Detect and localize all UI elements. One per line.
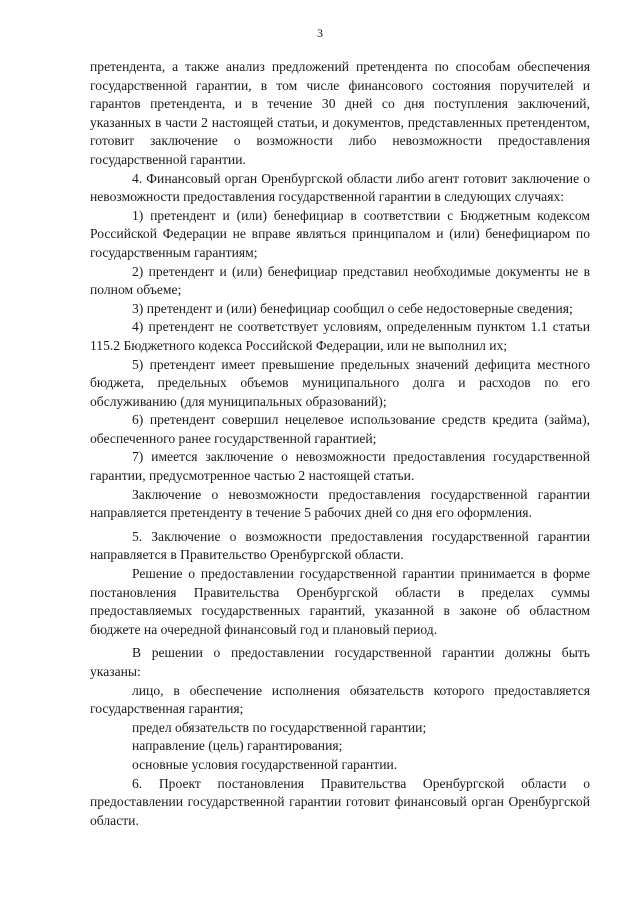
paragraph-item-4: 4. Финансовый орган Оренбургской области либо агент готовит заключение о невозможности предоставления государственной гарантии в следующих случаях: <box>90 170 590 205</box>
paragraph-refusal-notice: Заключение о невозможности предоставления государственной гарантии направляется претенденту в течение 5 рабочих дней со дня его оформления. <box>90 486 590 521</box>
list-item-6: 6) претендент совершил нецелевое использование средств кредита (займа), обеспеченного ранее государственной гарантией; <box>90 412 590 446</box>
list-item-conditions: основные условия государственной гарантии. <box>132 756 398 772</box>
paragraph-item-6: 6. Проект постановления Правительства Оренбургской области о предоставлении государственной гарантии готовит финансовый орган Оренбургской области. <box>90 775 590 828</box>
paragraph-item-5: 5. Заключение о возможности предоставления государственной гарантии направляется в Правительство Оренбургской области. <box>90 528 590 563</box>
list-item-3: 3) претендент и (или) бенефициар сообщил о себе недостоверные сведения; <box>132 300 573 316</box>
list-item-1: 1) претендент и (или) бенефициар в соответствии с Бюджетным кодексом Российской Федерации не вправе являться принципалом и (или) бенефициаром по государственным гарантиям; <box>90 207 590 260</box>
paragraph-continuation: претендента, а также анализ предложений претендента по способам обеспечения государственной гарантии, в том числе финансового состояния поручителей и гарантов претендента, и в течение 30 дней со дня поступления заключений, указанных в части 2 настоящей статьи, и документов, представленных претендентом, готовит заключение о возможности либо невозможности предоставления государственной гарантии. <box>90 59 590 167</box>
paragraph-decision: Решение о предоставлении государственной гарантии принимается в форме постановления Правительства Оренбургской области в пределах суммы предоставляемых государственных гарантий, указанной в законе об областном бюджете на очередной финансовый год и плановый период. <box>90 566 590 637</box>
list-item-4: 4) претендент не соответствует условиям, определенным пунктом 1.1 статьи 115.2 Бюджетного кодекса Российской Федерации, или не выполнил их; <box>90 319 590 353</box>
list-item-purpose: направление (цель) гарантирования; <box>132 738 343 754</box>
list-item-limit: предел обязательств по государственной гарантии; <box>132 719 427 735</box>
list-item-2: 2) претендент и (или) бенефициар представил необходимые документы не в полном объеме; <box>90 263 590 298</box>
paragraph-decision-contents: В решении о предоставлении государственной гарантии должны быть указаны: <box>90 645 590 679</box>
document-body <box>90 58 590 830</box>
list-item-person: лицо, в обеспечение исполнения обязательств которого предоставляется государственная гарантия; <box>90 682 590 717</box>
page-number: 3 <box>317 26 323 40</box>
list-item-5: 5) претендент имеет превышение предельных значений дефицита местного бюджета, предельных объемов муниципального долга и расходов по его обслуживанию (для муниципальных образований); <box>90 356 590 409</box>
list-item-7: 7) имеется заключение о невозможности предоставления государственной гарантии, предусмотренное частью 2 настоящей статьи. <box>90 449 590 484</box>
